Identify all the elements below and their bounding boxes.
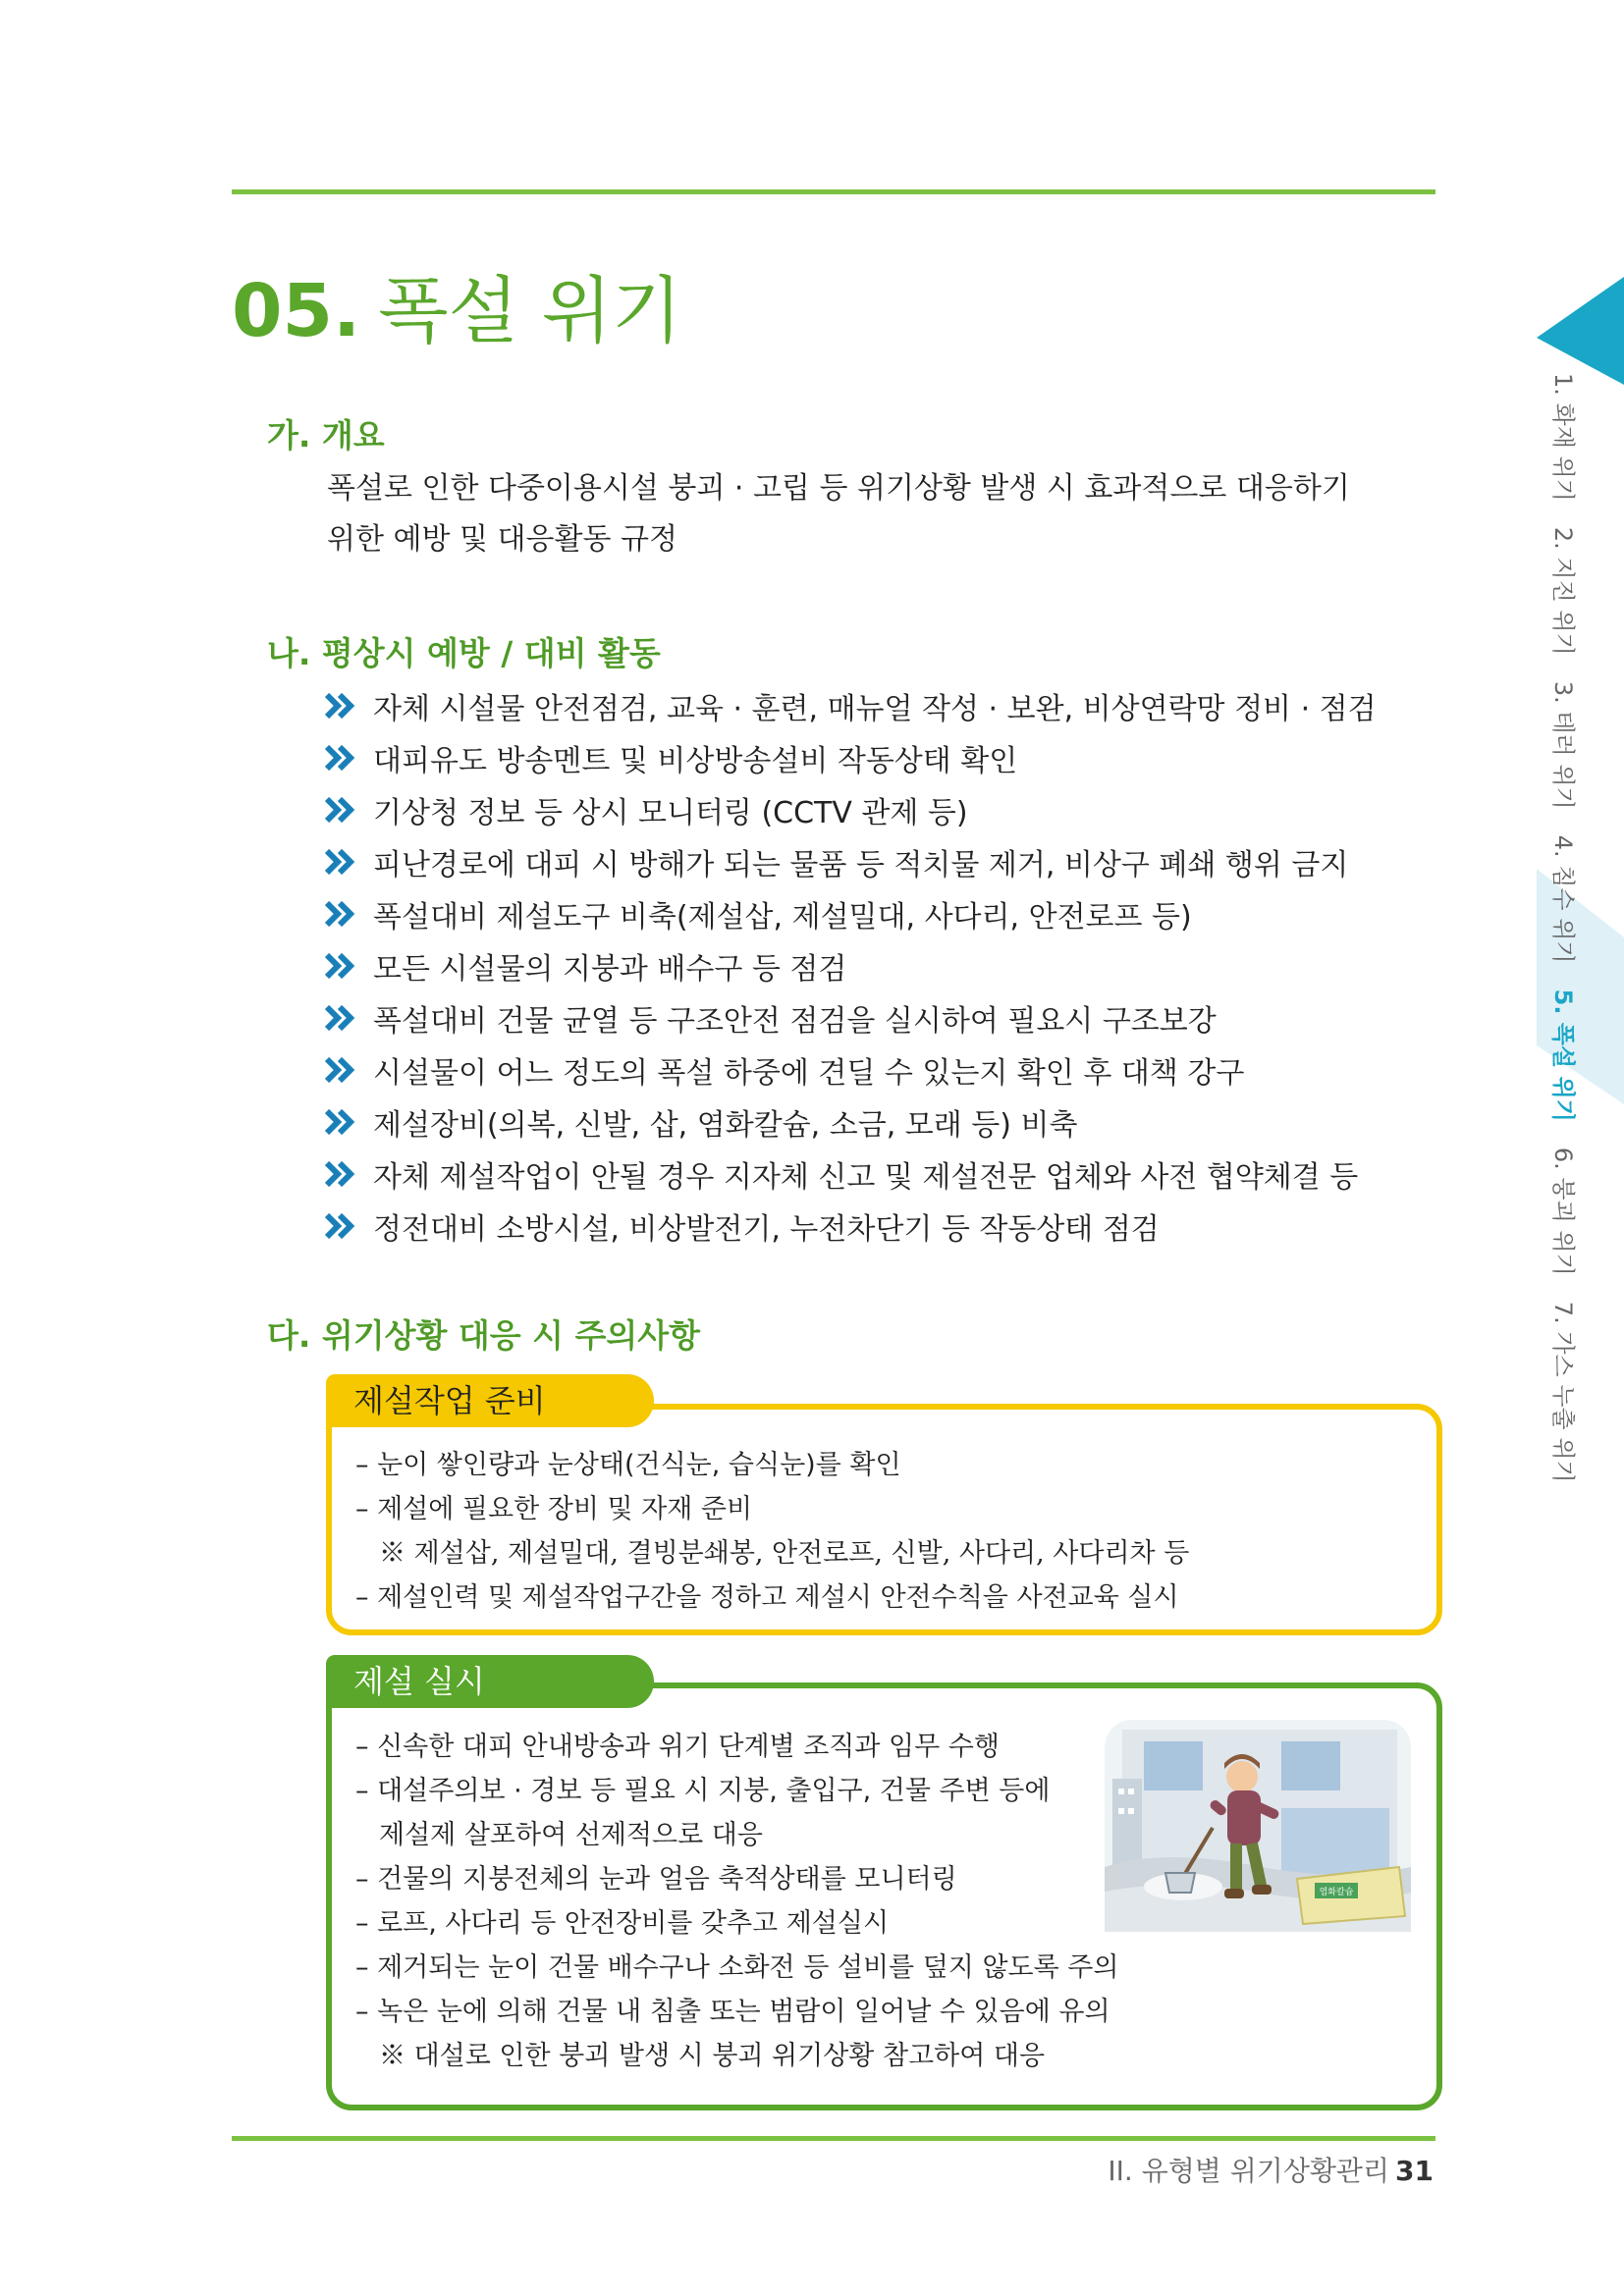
top-rule (232, 189, 1435, 194)
exec-line: – 건물의 지붕전체의 눈과 얼음 축적상태를 모니터링 (355, 1864, 957, 1895)
prevention-list (324, 679, 1377, 1252)
prep-line: – 제설에 필요한 장비 및 자재 준비 (355, 1494, 753, 1524)
prep-note: ※ 제설삽, 제설밀대, 결빙분쇄봉, 안전로프, 신발, 사다리, 사다리차 등 (379, 1538, 1190, 1569)
page-footer (1108, 2150, 1434, 2189)
chapter-title (232, 267, 682, 355)
double-chevron-icon (324, 795, 359, 825)
double-chevron-icon (324, 899, 359, 929)
side-nav-item[interactable]: 3. 테러 위기 (1549, 680, 1577, 810)
section-heading-overview: 가. 개요 (267, 416, 385, 454)
side-nav-item[interactable]: 4. 침수 위기 (1549, 834, 1577, 964)
double-chevron-icon (324, 1159, 359, 1189)
prevention-item-text: 대피유도 방송멘트 및 비상방송설비 작동상태 확인 (373, 743, 1018, 778)
side-nav-item[interactable]: 5. 폭설 위기 (1549, 988, 1577, 1122)
side-nav-item[interactable]: 6. 붕괴 위기 (1549, 1147, 1577, 1276)
double-chevron-icon (324, 847, 359, 877)
prevention-item (324, 1148, 1377, 1200)
double-chevron-icon (324, 951, 359, 981)
exec-note: ※ 대설로 인한 붕괴 발생 시 붕괴 위기상황 참고하여 대응 (379, 2041, 1046, 2071)
double-chevron-icon (324, 691, 359, 721)
exec-line: – 녹은 눈에 의해 건물 내 침출 또는 범람이 일어날 수 있음에 유의 (355, 1997, 1110, 2027)
exec-line: – 로프, 사다리 등 안전장비를 갖추고 제설실시 (355, 1908, 890, 1939)
double-chevron-icon (324, 1055, 359, 1085)
prevention-item-text: 시설물이 어느 정도의 폭설 하중에 견딜 수 있는지 확인 후 대책 강구 (373, 1055, 1245, 1091)
exec-line: – 신속한 대피 안내방송과 위기 단계별 조직과 임무 수행 (355, 1732, 1000, 1762)
prep-line: – 눈이 쌓인량과 눈상태(건식눈, 습식눈)를 확인 (355, 1450, 901, 1480)
snow-removal-prep-title: 제설작업 준비 (326, 1374, 654, 1427)
prevention-item-text: 모든 시설물의 지붕과 배수구 등 점검 (373, 951, 847, 987)
side-nav-item[interactable]: 7. 가스 누출 위기 (1549, 1301, 1577, 1483)
prevention-item (324, 679, 1377, 731)
prevention-item (324, 991, 1377, 1043)
snow-removal-exec-title: 제설 실시 (326, 1655, 654, 1708)
snow-shoveling-illustration (1105, 1720, 1411, 1932)
footer-section: II. 유형별 위기상황관리 (1108, 2155, 1390, 2187)
prevention-item-text: 폭설대비 제설도구 비축(제설삽, 제설밀대, 사다리, 안전로프 등) (373, 899, 1192, 934)
side-nav-arrow-icon (1537, 277, 1624, 385)
prevention-item-text: 기상청 정보 등 상시 모니터링 (CCTV 관제 등) (373, 795, 968, 830)
chapter-name: 폭설 위기 (378, 269, 682, 353)
prevention-item (324, 1200, 1377, 1252)
prevention-item (324, 731, 1377, 783)
bottom-rule (232, 2136, 1435, 2141)
prevention-item (324, 939, 1377, 991)
prevention-item (324, 1043, 1377, 1095)
side-nav-text (1548, 373, 1583, 1509)
prevention-item-text: 폭설대비 건물 균열 등 구조안전 점검을 실시하여 필요시 구조보강 (373, 1003, 1217, 1039)
double-chevron-icon (324, 1211, 359, 1241)
page-number: 31 (1395, 2155, 1434, 2187)
exec-line: – 대설주의보 · 경보 등 필요 시 지붕, 출입구, 건물 주변 등에 (355, 1776, 1051, 1806)
side-nav-item[interactable]: 2. 지진 위기 (1549, 526, 1577, 656)
side-nav-item[interactable]: 1. 화재 위기 (1549, 373, 1577, 502)
prep-box-lines (355, 1443, 1189, 1620)
prevention-item (324, 835, 1377, 887)
chapter-number: 05. (232, 269, 361, 353)
prevention-item (324, 1095, 1377, 1148)
prevention-item-text: 정전대비 소방시설, 비상발전기, 누전차단기 등 작동상태 점검 (373, 1211, 1160, 1247)
prevention-item-text: 자체 제설작업이 안될 경우 지자체 신고 및 제설전문 업체와 사전 협약체결 등 (373, 1159, 1359, 1195)
overview-text (327, 463, 1436, 565)
overview-line: 위한 예방 및 대응활동 규정 (327, 522, 677, 557)
overview-line: 폭설로 인한 다중이용시설 붕괴 · 고립 등 위기상황 발생 시 효과적으로 대응하기 (327, 471, 1350, 506)
prevention-item-text: 자체 시설물 안전점검, 교육 · 훈련, 매뉴얼 작성 · 보완, 비상연락망 정비 · 점검 (373, 691, 1377, 726)
salt-bag-label: 염화칼슘 (1319, 1888, 1354, 1897)
double-chevron-icon (324, 1003, 359, 1033)
exec-box-lines (355, 1725, 1118, 2078)
exec-line: – 제거되는 눈이 건물 배수구나 소화전 등 설비를 덮지 않도록 주의 (355, 1952, 1119, 1983)
double-chevron-icon (324, 743, 359, 773)
double-chevron-icon (324, 1107, 359, 1137)
section-heading-prevention: 나. 평상시 예방 / 대비 활동 (267, 634, 661, 672)
prevention-item (324, 887, 1377, 939)
prevention-item-text: 피난경로에 대피 시 방해가 되는 물품 등 적치물 제거, 비상구 폐쇄 행위 금지 (373, 847, 1349, 882)
prevention-item (324, 783, 1377, 835)
prep-line: – 제설인력 및 제설작업구간을 정하고 제설시 안전수칙을 사전교육 실시 (355, 1582, 1179, 1613)
section-heading-response: 다. 위기상황 대응 시 주의사항 (267, 1316, 701, 1355)
exec-line: 제설제 살포하여 선제적으로 대응 (379, 1820, 763, 1850)
side-nav (1547, 373, 1587, 1483)
prevention-item-text: 제설장비(의복, 신발, 삽, 염화칼슘, 소금, 모래 등) 비축 (373, 1107, 1078, 1143)
